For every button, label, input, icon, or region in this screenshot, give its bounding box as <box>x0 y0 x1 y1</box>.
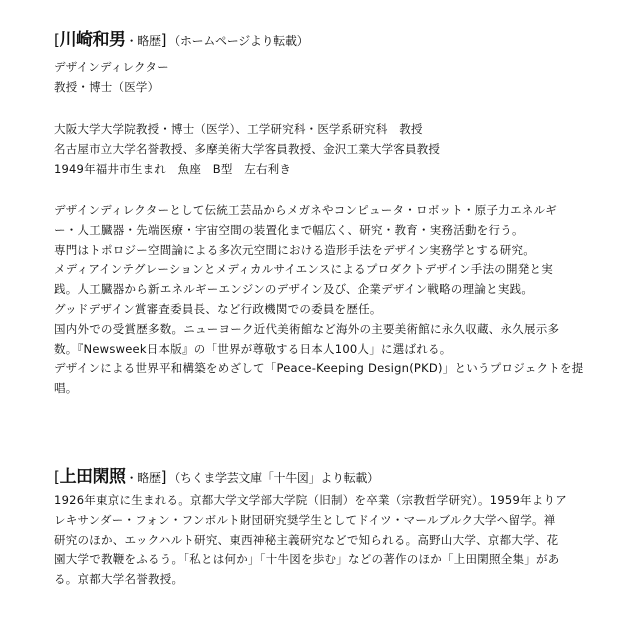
bio-line: 1926年東京に生まれる。京都大学文学部大学院（旧制）を卒業（宗教哲学研究）。1959年よりア <box>54 493 568 507</box>
bio-line: デザインディレクターとして伝統工芸品からメガネやコンピュータ・ロボット・原子力エネルギ <box>54 203 558 217</box>
bio-line: グッドデザイン賞審査委員長、など行政機関での委員を歴任。 <box>54 301 382 316</box>
bracket-open: [ <box>54 31 60 49</box>
biography-paragraph <box>54 201 594 399</box>
separator: ・ <box>125 34 138 48</box>
person-name: 上田閑照 <box>59 467 126 487</box>
biography-paragraph <box>54 491 594 590</box>
bio-line: 唱。 <box>54 381 78 396</box>
bio-line: レキサンダー・フォン・フンボルト財団研究奨学生としてドイツ・マールブルク大学へ留学。禅 <box>54 512 556 527</box>
person-name: 川崎和男 <box>59 30 126 50</box>
bio-line: 数。『Newsweek日本版』の「世界が尊敬する日本人100人」に選ばれる。 <box>54 341 452 356</box>
heading-source: （ちくま学芸文庫「十牛図」より転載） <box>168 471 379 485</box>
heading-label: 略歴 <box>137 471 161 485</box>
bio-line: る。京都大学名誉教授。 <box>54 572 184 587</box>
bio-line: メディアインテグレーションとメディカルサイエンスによるプロダクトデザイン手法の開発と実 <box>54 262 554 277</box>
heading-source: （ホームページより転載） <box>168 34 309 48</box>
affiliation-line: 大阪大学大学院教授・博士（医学）、工学研究科・医学系研究科 教授 <box>54 122 423 136</box>
section-heading <box>54 466 594 489</box>
bracket-open: [ <box>54 468 60 486</box>
bio-line: デザインによる世界平和構築をめざして「Peace-Keeping Design(PKD)」というプロジェクトを提 <box>54 361 584 376</box>
bracket-close: ] <box>160 31 167 49</box>
affiliation-line: 名古屋市立大学名誉教授、多摩美術大学客員教授、金沢工業大学客員教授 <box>54 142 441 156</box>
bio-line: 研究のほか、エックハルト研究、東西神秘主義研究などで知られる。高野山大学、京都大学、花 <box>54 532 559 547</box>
profile-kawasaki <box>54 29 594 399</box>
profile-ueda <box>54 466 594 590</box>
bracket-close: ] <box>160 468 167 486</box>
bio-line: 専門はトポロジー空間論による多次元空間における造形手法をデザイン実務学とする研究。 <box>54 242 535 257</box>
bio-line: 園大学で教鞭をふるう。「私とは何か」「十牛図を歩む」などの著作のほか「上田閑照全集」があ <box>54 552 560 567</box>
bio-line: 国内外での受賞歴多数。ニューヨーク近代美術館など海外の主要美術館に永久収蔵、永久展示多 <box>54 321 560 336</box>
affiliation-line: 1949年福井市生まれ 魚座 B型 左右利き <box>54 162 292 176</box>
separator: ・ <box>125 471 138 485</box>
section-heading <box>54 29 594 52</box>
title-line: デザインディレクター <box>54 60 169 74</box>
bio-line: 践。人工臓器から新エネルギーエンジンのデザイン及び、企業デザイン戦略の理論と実践。 <box>54 282 534 297</box>
title-line: 教授・博士（医学） <box>54 80 160 94</box>
heading-label: 略歴 <box>137 34 161 48</box>
bio-line: ー・人工臓器・先端医療・宇宙空間の装置化まで幅広く、研究・教育・実務活動を行う。 <box>54 222 524 237</box>
